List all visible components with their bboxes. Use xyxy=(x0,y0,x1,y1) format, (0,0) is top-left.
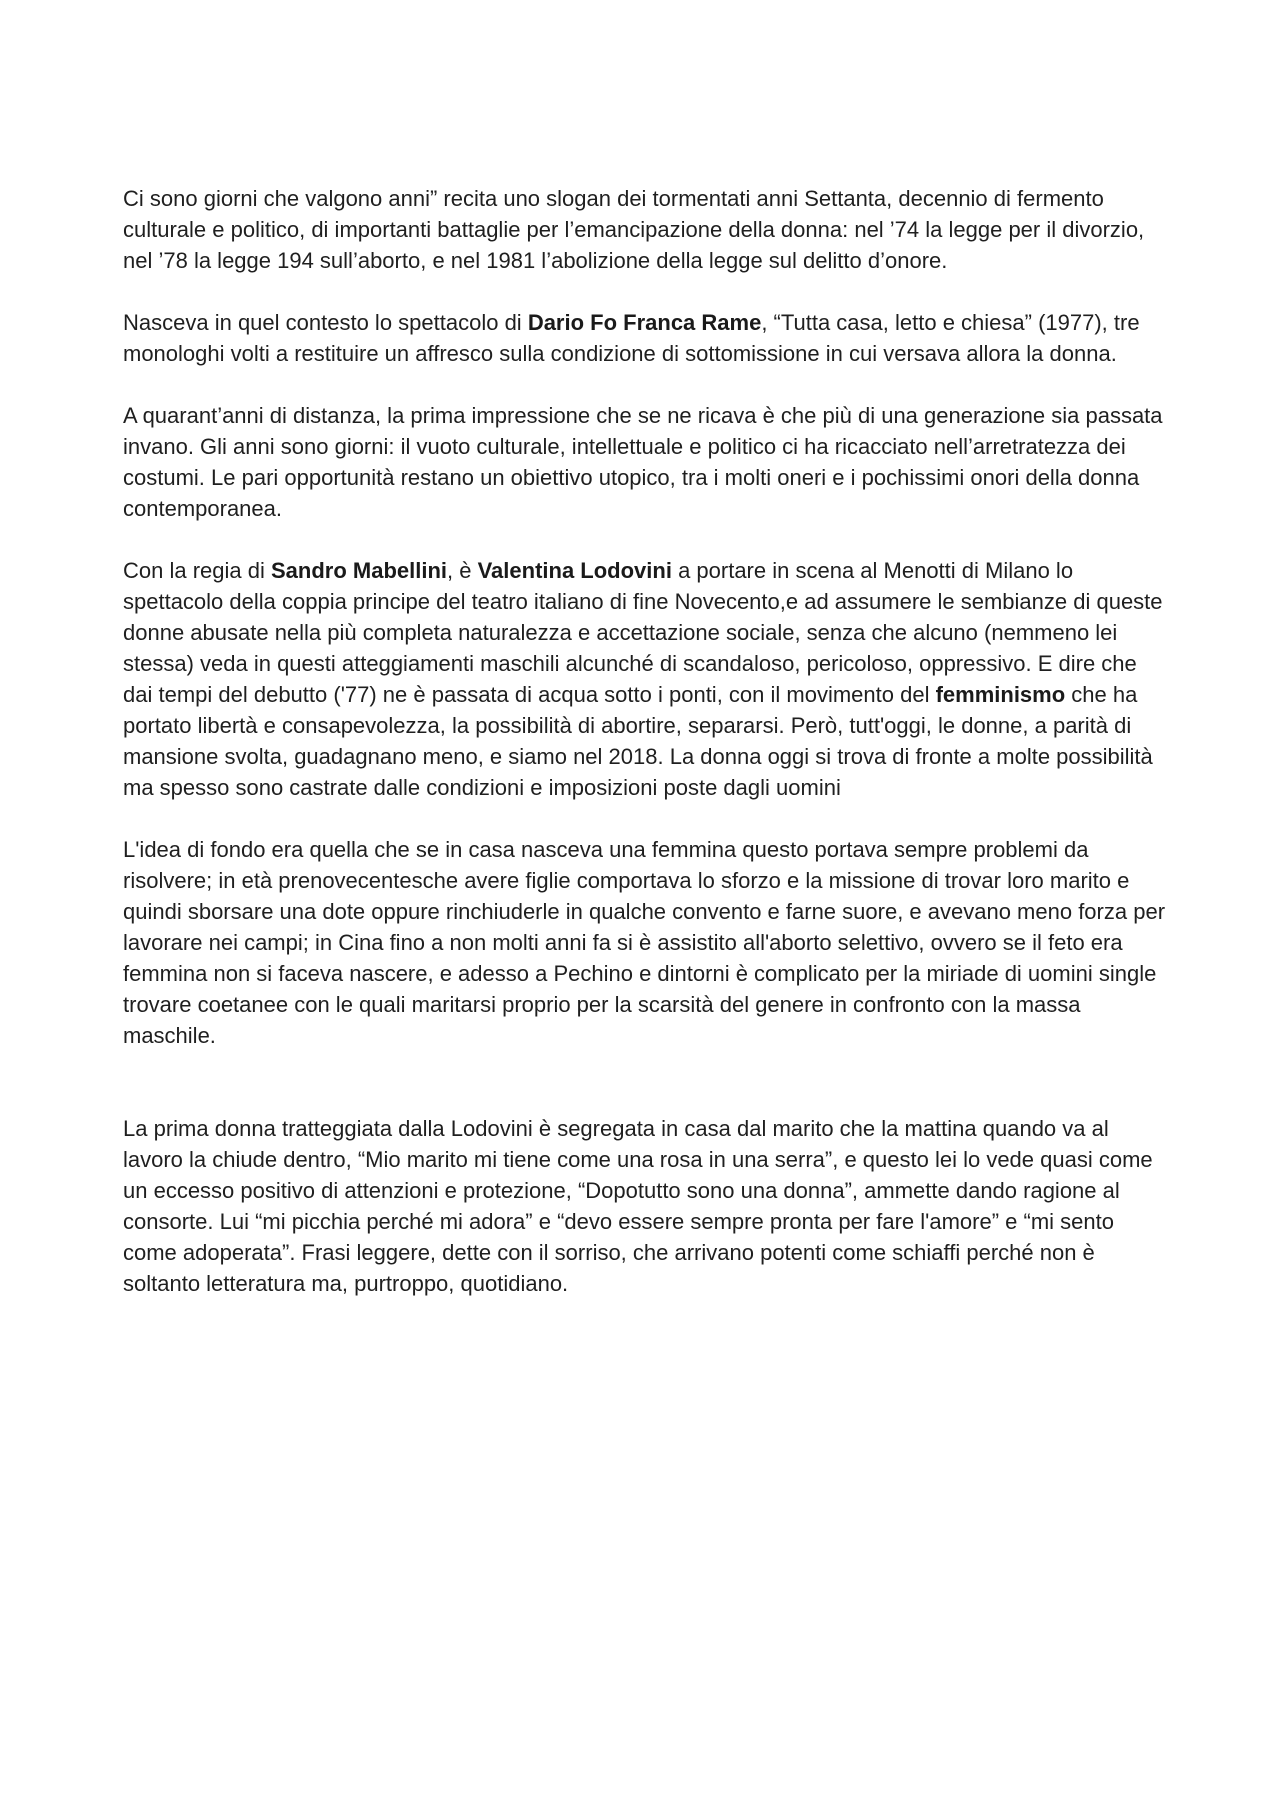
paragraph-text: che ha portato libertà e consapevolezza, la possibilità di abortire, separarsi. Però, tutt'oggi, le donne, a parità di mansione svolta, guadagnano meno, e siamo nel 2018. La donna oggi si trova di fronte a molte possibilità ma spesso sono castrate dalle condizioni e imposizioni poste dagli uomini xyxy=(123,682,1153,800)
paragraph-staging xyxy=(123,555,1168,803)
paragraph-show-origin xyxy=(123,307,1168,369)
paragraph-text: , è xyxy=(447,558,478,583)
paragraph-text: Con la regia di xyxy=(123,558,271,583)
paragraph-text: A quarant’anni di distanza, la prima impressione che se ne ricava è che più di una generazione sia passata invano. Gli anni sono giorni: il vuoto culturale, intellettuale e politico ci ha ricacciato nell’arretratezza dei costumi. Le pari opportunità restano un obiettivo utopico, tra i molti oneri e i pochissimi onori della donna contemporanea. xyxy=(123,403,1163,521)
paragraph-first-woman xyxy=(123,1113,1168,1299)
paragraph-slogan xyxy=(123,183,1168,276)
paragraph-text: La prima donna tratteggiata dalla Lodovini è segregata in casa dal marito che la mattina quando va al lavoro la chiude dentro, “Mio marito mi tiene come una rosa in una serra”, e questo lei lo vede quasi come un eccesso positivo di attenzioni e protezione, “Dopotutto sono una donna”, ammette dando ragione al consorte. Lui “mi picchia perché mi adora” e “devo essere sempre pronta per fare l'amore” e “mi sento come adoperata”. Frasi leggere, dette con il sorriso, che arrivano potenti come schiaffi perché non è soltanto letteratura ma, purtroppo, quotidiano. xyxy=(123,1116,1153,1296)
paragraph-text: L'idea di fondo era quella che se in casa nasceva una femmina questo portava sempre problemi da risolvere; in età prenovecentesche avere figlie comportava lo sforzo e la missione di trovar loro marito e quindi sborsare una dote oppure rinchiuderle in qualche convento e farne suore, e avevano meno forza per lavorare nei campi; in Cina fino a non molti anni fa si è assistito all'aborto selettivo, ovvero se il feto era femmina non si faceva nascere, e adesso a Pechino e dintorni è complicato per la miriade di uomini single trovare coetanee con le quali maritarsi proprio per la scarsità del genere in confronto con la massa maschile. xyxy=(123,837,1166,1048)
paragraph-text: Nasceva in quel contesto lo spettacolo di xyxy=(123,310,528,335)
paragraph-text: Ci sono giorni che valgono anni” recita uno slogan dei tormentati anni Settanta, decennio di fermento culturale e politico, di importanti battaglie per l’emancipazione della donna: nel ’74 la legge per il divorzio, nel ’78 la legge 194 sull’aborto, e nel 1981 l’abolizione della legge sul delitto d’onore. xyxy=(123,186,1145,273)
paragraph-text: , “Tutta casa, letto e chiesa” (1977), tre monologhi volti a restituire un affresco sulla condizione di sottomissione in cui versava allora la donna. xyxy=(123,310,1140,366)
paragraph-text: a portare in scena al Menotti di Milano lo spettacolo della coppia principe del teatro italiano di fine Novecento,e ad assumere le sembianze di queste donne abusate nella più completa naturalezza e accettazione sociale, senza che alcuno (nemmeno lei stessa) veda in questi atteggiamenti maschili alcunché di scandaloso, pericoloso, oppressivo. E dire che dai tempi del debutto ('77) ne è passata di acqua sotto i ponti, con il movimento del xyxy=(123,558,1163,707)
article-body xyxy=(123,183,1168,1330)
paragraph-idea xyxy=(123,834,1168,1051)
feminism-term: femminismo xyxy=(935,682,1066,707)
author-names: Dario Fo Franca Rame xyxy=(527,310,762,335)
paragraph-forty-years xyxy=(123,400,1168,524)
actress-name: Valentina Lodovini xyxy=(477,558,672,583)
director-name: Sandro Mabellini xyxy=(270,558,448,583)
